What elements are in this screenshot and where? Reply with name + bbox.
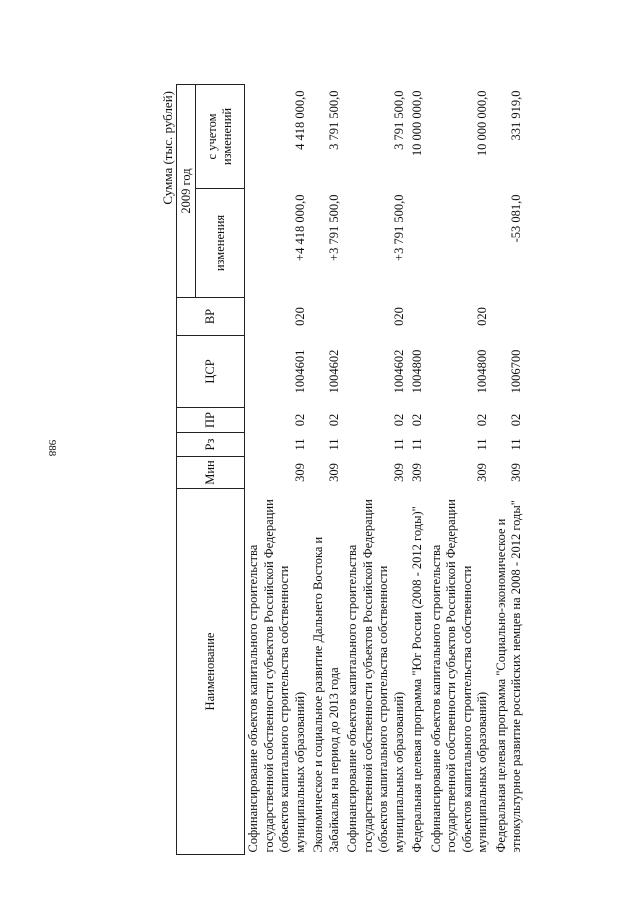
header-min: Мин (177, 457, 245, 489)
row-total: 10 000 000,0 (410, 90, 424, 157)
table-row (245, 84, 311, 854)
row-pr: 02 (410, 413, 424, 427)
row-pr: 02 (292, 413, 307, 427)
row-vr (409, 298, 428, 336)
row-rz: 11 (326, 438, 341, 451)
row-pr: 02 (475, 413, 489, 427)
row-pr: 02 (509, 413, 523, 427)
row-change: +3 791 500,0 (391, 194, 406, 261)
row-name: Софинансирование объектов капитального строительства государственной собственности субъектов Российской Федерации (объектов капитального строительства собственности муниципальных образований) (428, 499, 489, 853)
table-row (493, 84, 527, 854)
row-rz: 11 (391, 438, 406, 451)
row-min: 309 (475, 463, 489, 482)
row-total: 3 791 500,0 (326, 90, 341, 150)
table-row (310, 84, 344, 854)
row-rz: 11 (292, 438, 307, 451)
row-name: Федеральная целевая программа "Социально-экономическое и этнокультурное развитие российских немцев на 2008 - 2012 годы" (493, 500, 523, 853)
row-change (428, 189, 493, 298)
row-total: 331 919,0 (509, 90, 523, 141)
row-csr: 1004800 (410, 349, 424, 394)
row-name: Софинансирование объектов капитального строительства государственной собственности субъектов Российской Федерации (объектов капитального строительства собственности муниципальных образований) (345, 499, 406, 853)
header-with-changes: с учетом изменений (196, 84, 245, 188)
header-csr: ЦСР (177, 336, 245, 408)
page-number: 988 (46, 439, 58, 457)
table-row (428, 84, 493, 854)
row-csr: 1004602 (391, 349, 406, 394)
row-csr: 1004601 (292, 349, 307, 394)
table-row (409, 84, 428, 854)
header-name: Наименование (177, 489, 245, 855)
row-min: 309 (410, 463, 424, 482)
header-rz: Рз (177, 433, 245, 457)
row-vr: 020 (292, 307, 307, 326)
row-rz: 11 (475, 438, 489, 451)
row-vr: 020 (391, 307, 406, 326)
row-name: Софинансирование объектов капитального строительства государственной собственности субъектов Российской Федерации (объектов капитального строительства собственности муниципальных образований) (246, 499, 307, 853)
row-csr: 1006700 (509, 349, 523, 394)
row-vr: 020 (475, 307, 489, 326)
row-change: -53 081,0 (509, 194, 523, 243)
header-year: 2009 год (177, 84, 196, 297)
row-csr: 1004800 (475, 349, 489, 394)
row-vr (493, 298, 527, 336)
row-change: +4 418 000,0 (292, 194, 307, 261)
row-name: Федеральная целевая программа "Юг России (2008 - 2012 годы)" (410, 506, 424, 853)
rotated-budget-sheet (160, 85, 600, 855)
header-change: изменения (196, 189, 245, 298)
row-rz: 11 (410, 438, 424, 451)
row-change: +3 791 500,0 (326, 194, 341, 261)
row-total: 3 791 500,0 (391, 90, 406, 150)
header-pr: ПР (177, 408, 245, 433)
row-min: 309 (509, 463, 523, 482)
row-total: 10 000 000,0 (475, 90, 489, 157)
row-pr: 02 (326, 413, 341, 427)
row-total: 4 418 000,0 (292, 90, 307, 150)
row-min: 309 (391, 463, 406, 482)
budget-table (176, 84, 527, 855)
row-pr: 02 (391, 413, 406, 427)
row-min: 309 (292, 463, 307, 482)
table-row (344, 84, 409, 854)
row-change (409, 189, 428, 298)
row-name: Экономическое и социальное развитие Дальнего Востока и Забайкалья на период до 2013 года (311, 536, 341, 853)
row-vr (310, 298, 344, 336)
row-min: 309 (326, 463, 341, 482)
row-rz: 11 (509, 438, 523, 451)
header-vr: ВР (177, 298, 245, 336)
row-csr: 1004602 (326, 349, 341, 394)
header-row-top (177, 84, 196, 854)
units-note: Сумма (тыс. рублей) (160, 91, 175, 205)
